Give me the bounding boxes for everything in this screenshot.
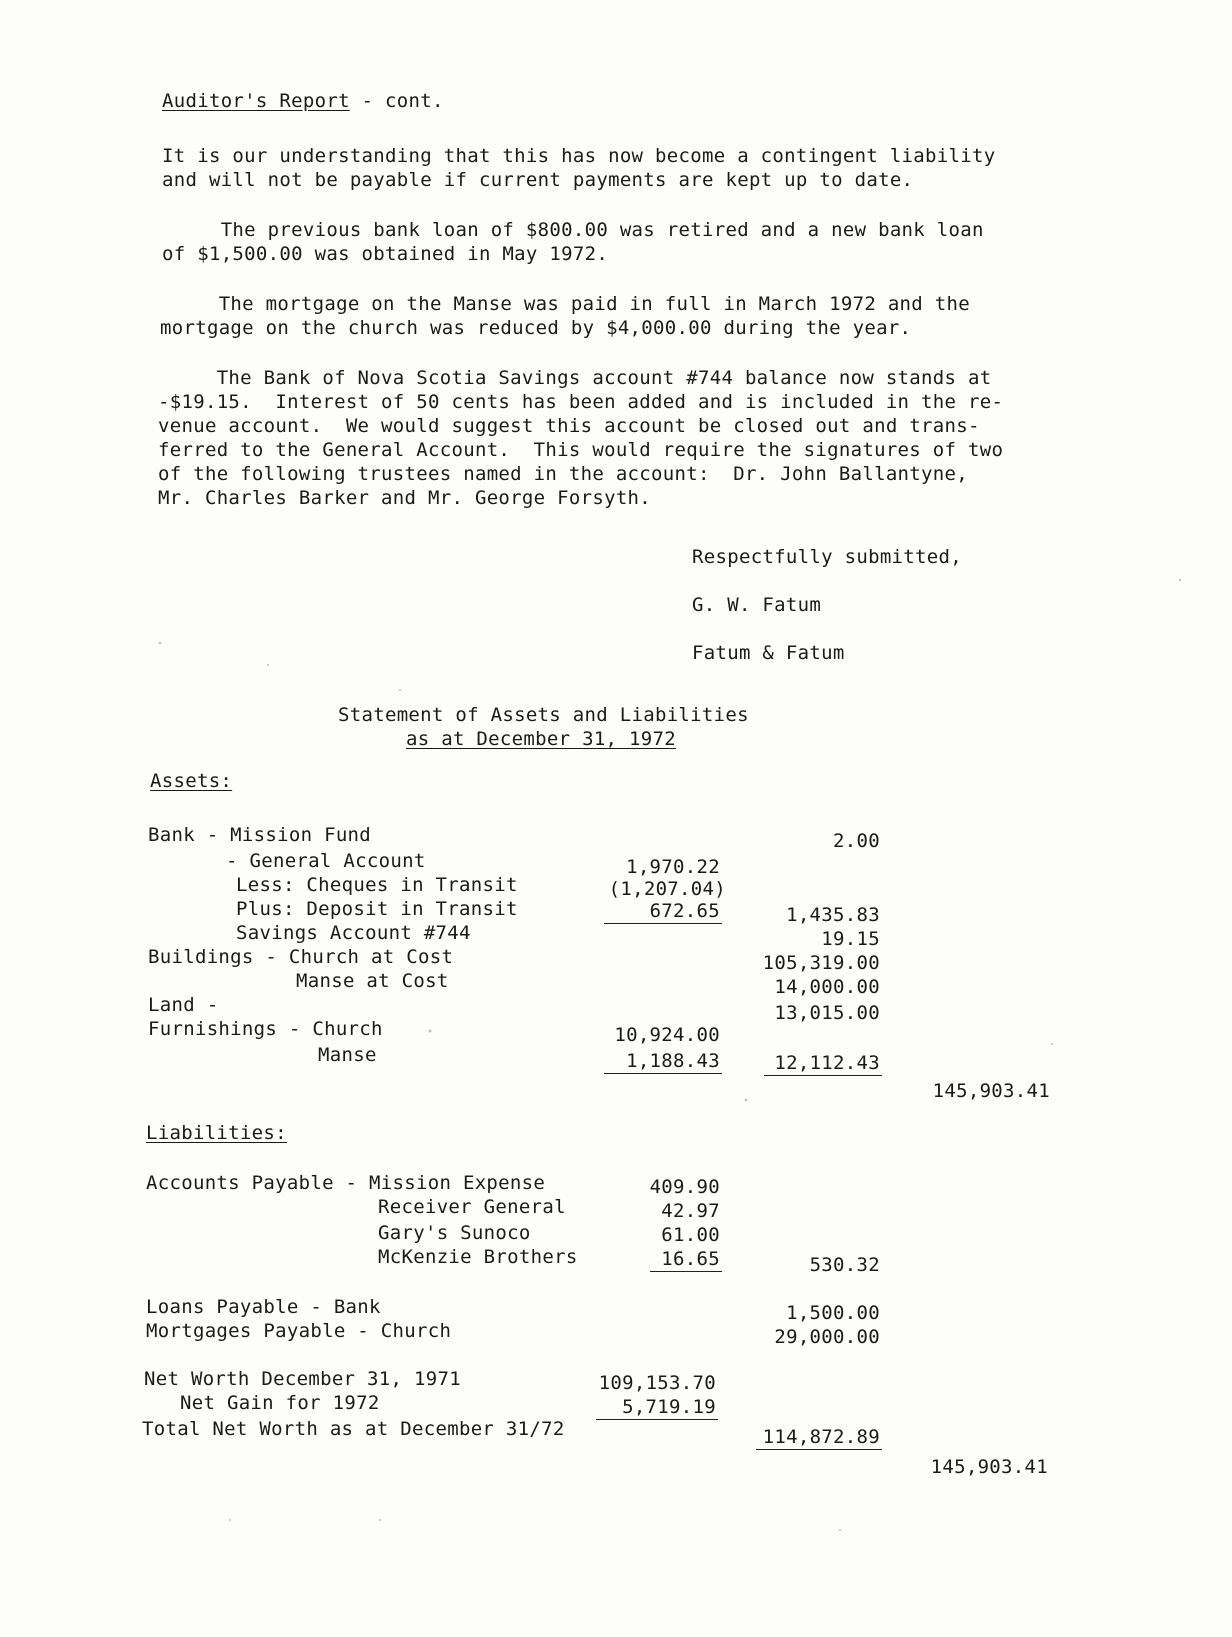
asset-amount: 672.65 [649, 900, 720, 922]
liability-amount: 409.90 [649, 1176, 720, 1198]
liability-label: McKenzie Brothers [378, 1246, 578, 1268]
asset-label: Bank - Mission Fund [148, 824, 372, 846]
liability-amount: 5,719.19 [622, 1396, 716, 1418]
asset-label: Manse [318, 1044, 377, 1066]
liabilities-heading: Liabilities: [146, 1122, 287, 1144]
asset-total: 19.15 [821, 928, 880, 950]
liability-label: Net Gain for 1972 [180, 1392, 380, 1414]
asset-amount: 1,970.22 [626, 856, 720, 878]
asset-label: Furnishings - Church [148, 1018, 383, 1040]
liability-amount: 61.00 [661, 1224, 720, 1246]
asset-label: Savings Account #744 [236, 922, 471, 944]
paragraph-line: of $1,500.00 was obtained in May 1972. [162, 243, 609, 265]
assets-grand-total: 145,903.41 [932, 1080, 1050, 1102]
liability-total: 114,872.89 [762, 1426, 880, 1448]
signature-name: G. W. Fatum [692, 594, 822, 616]
paragraph-line: and will not be payable if current payments are kept up to date. [162, 169, 914, 191]
liability-label: Gary's Sunoco [378, 1222, 531, 1244]
statement-title: Statement of Assets and Liabilities [338, 704, 749, 726]
liability-total: 530.32 [809, 1254, 880, 1276]
paragraph-line: Mr. Charles Barker and Mr. George Forsyth. [158, 487, 652, 509]
paragraph-line: venue account. We would suggest this account be closed out and trans- [158, 415, 980, 437]
liability-total: 29,000.00 [774, 1326, 880, 1348]
liability-amount: 109,153.70 [598, 1372, 716, 1394]
asset-total: 105,319.00 [762, 952, 880, 974]
liability-label: Receiver General [378, 1196, 566, 1218]
asset-label: Land - [148, 994, 219, 1016]
liability-label: Accounts Payable - Mission Expense [146, 1172, 546, 1194]
report-title-suffix: - cont. [349, 90, 444, 112]
asset-label: - General Account [226, 850, 426, 872]
asset-amount: 10,924.00 [614, 1024, 720, 1046]
liability-label: Loans Payable - Bank [146, 1296, 381, 1318]
paragraph-line: of the following trustees named in the account: Dr. John Ballantyne, [158, 463, 968, 485]
asset-total: 1,435.83 [786, 904, 880, 926]
paragraph-line: It is our understanding that this has now become a contingent liability [162, 145, 996, 167]
liabilities-grand-total: 145,903.41 [930, 1456, 1048, 1478]
liability-amount: 16.65 [661, 1248, 720, 1270]
liability-amount: 42.97 [661, 1200, 720, 1222]
asset-label: Buildings - Church at Cost [148, 946, 454, 968]
liability-label: Net Worth December 31, 1971 [144, 1368, 461, 1390]
asset-amount: 1,188.43 [626, 1050, 720, 1072]
asset-label: Less: Cheques in Transit [236, 874, 518, 896]
liability-label: Mortgages Payable - Church [146, 1320, 452, 1342]
signature-closing: Respectfully submitted, [692, 546, 962, 568]
paragraph-line: ferred to the General Account. This would require the signatures of two [158, 439, 1004, 461]
asset-amount: (1,207.04) [608, 878, 726, 900]
report-title: Auditor's Report [162, 90, 350, 112]
asset-label: Plus: Deposit in Transit [236, 898, 518, 920]
paragraph-line: The mortgage on the Manse was paid in full in March 1972 and the [160, 293, 970, 315]
statement-date: as at December 31, 1972 [406, 728, 676, 750]
asset-total: 14,000.00 [774, 976, 880, 998]
asset-total: 13,015.00 [774, 1002, 880, 1024]
liability-total: 1,500.00 [786, 1302, 880, 1324]
paragraph-line: The Bank of Nova Scotia Savings account #744 balance now stands at [158, 367, 992, 389]
asset-label: Manse at Cost [296, 970, 449, 992]
paragraph-line: -$19.15. Interest of 50 cents has been added and is included in the re- [158, 391, 1004, 413]
paragraph-line: mortgage on the church was reduced by $4,000.00 during the year. [160, 317, 912, 339]
assets-heading: Assets: [150, 770, 233, 792]
signature-firm: Fatum & Fatum [692, 642, 845, 664]
paragraph-line: The previous bank loan of $800.00 was retired and a new bank loan [162, 219, 984, 241]
asset-total: 12,112.43 [774, 1052, 880, 1074]
asset-total: 2.00 [833, 830, 880, 852]
liability-label: Total Net Worth as at December 31/72 [142, 1418, 565, 1440]
